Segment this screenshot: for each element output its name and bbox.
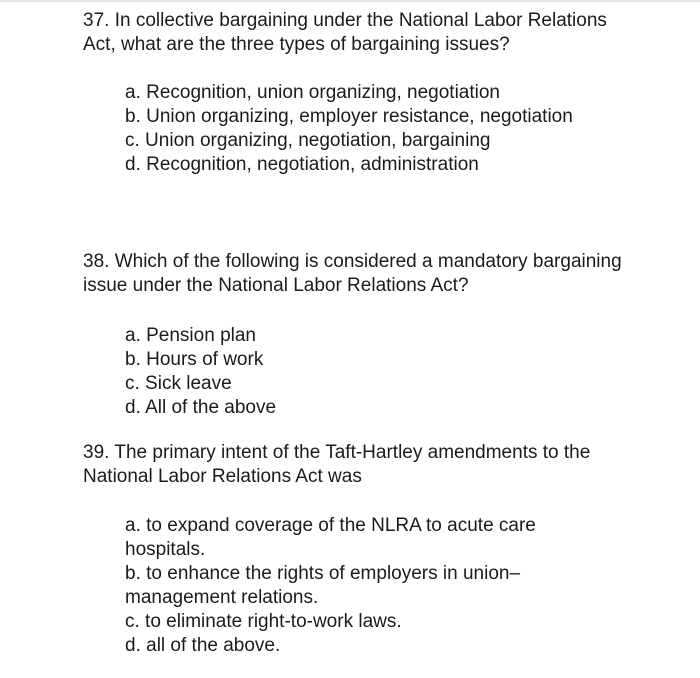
question-number: 39.	[83, 442, 110, 463]
option-a: a. Recognition, union organizing, negotiation	[125, 82, 500, 103]
question-number: 38.	[83, 251, 110, 272]
option-b: b. Hours of work	[125, 349, 264, 370]
question-text: In collective bargaining under the National Labor Relations Act, what are the three types of bargaining issues?	[83, 10, 607, 55]
question-text: The primary intent of the Taft-Hartley amendments to the National Labor Relations Act was	[83, 442, 591, 487]
question-stem	[83, 250, 643, 298]
question-number: 37.	[83, 10, 110, 31]
option-a: a. to expand coverage of the NLRA to acute care hospitals.	[125, 515, 536, 560]
option-b: b. Union organizing, employer resistance, negotiation	[125, 106, 573, 127]
option-c: c. Sick leave	[125, 373, 232, 394]
answer-options	[83, 81, 643, 177]
option-c: c. Union organizing, negotiation, bargaining	[125, 130, 491, 151]
option-d: d. Recognition, negotiation, administration	[125, 154, 479, 175]
option-b: b. to enhance the rights of employers in union–management relations.	[125, 563, 521, 608]
top-divider	[0, 0, 700, 2]
option-d: d. All of the above	[125, 397, 277, 418]
option-a: a. Pension plan	[125, 325, 256, 346]
question-38	[83, 250, 643, 420]
option-c: c. to eliminate right-to-work laws.	[125, 611, 402, 632]
question-37	[83, 9, 643, 177]
question-stem	[83, 9, 643, 57]
question-stem	[83, 441, 643, 489]
question-39	[83, 441, 643, 658]
answer-options	[83, 514, 643, 658]
option-d: d. all of the above.	[125, 635, 281, 656]
question-text: Which of the following is considered a mandatory bargaining issue under the National Labor Relations Act?	[83, 251, 622, 296]
answer-options	[83, 324, 643, 420]
